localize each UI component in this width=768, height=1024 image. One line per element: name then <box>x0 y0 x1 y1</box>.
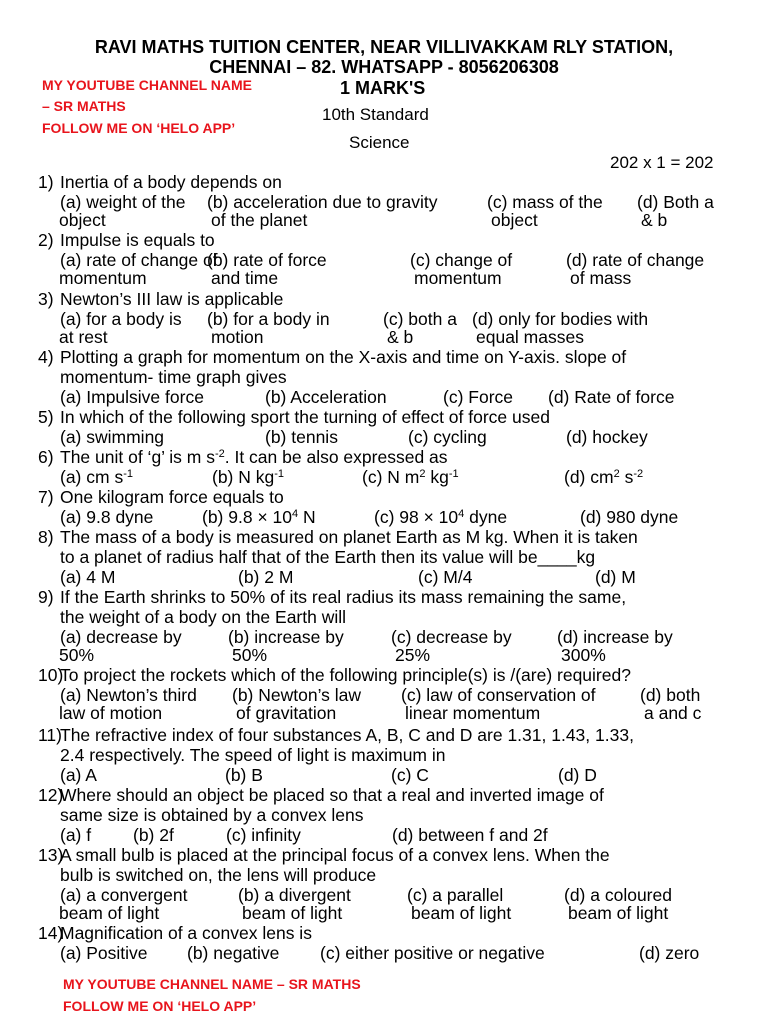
option-c: (c) either positive or negative <box>320 943 545 963</box>
option-c-line-2: & b <box>387 327 414 347</box>
promo-youtube-line-2: – SR MATHS <box>42 98 126 114</box>
option-b: (b) negative <box>187 943 280 963</box>
option-b: (b) $9.8 \times 10^4$ N <box>202 507 316 527</box>
option-d: (d) D <box>558 765 597 785</box>
option-a: (a) f <box>60 825 92 845</box>
promo-helo-line: FOLLOW ME ON ‘HELO APP’ <box>42 120 236 136</box>
question-text-line-2: bulb is switched on, the lens will produce <box>60 865 377 885</box>
option-c: (c) N $m^2$ $kg^{-1}$ <box>362 467 459 487</box>
question-text: If the Earth shrinks to 50% of its real radius its mass remaining the same, <box>60 587 627 607</box>
question-text: A small bulb is placed at the principal focus of a convex lens. When the <box>60 845 610 865</box>
option-b: (b) for a body in <box>207 309 330 329</box>
option-c-line-2: momentum <box>414 268 502 288</box>
option-c-line-2: object <box>491 210 538 230</box>
standard-label: 10th Standard <box>322 105 429 124</box>
question-number: 11) <box>38 725 62 745</box>
option-d-line-2: equal masses <box>476 327 584 347</box>
option-d: (d) a coloured <box>564 885 672 905</box>
question-number: 12) <box>38 785 64 805</box>
question-text: Where should an object be placed so that a real and inverted image of <box>60 785 604 805</box>
option-a: (a) a convergent <box>60 885 188 905</box>
option-a-line-2: object <box>59 210 106 230</box>
option-b: (b) acceleration due to gravity <box>207 192 438 212</box>
promo-bottom-youtube: MY YOUTUBE CHANNEL NAME – SR MATHS <box>63 976 361 992</box>
option-a: (a) rate of change of <box>60 250 218 270</box>
page-title: 1 MARK'S <box>340 78 426 98</box>
option-d-line-2: beam of light <box>568 903 669 923</box>
option-a: (a) Newton’s third <box>60 685 197 705</box>
question-number: 4) <box>38 347 54 367</box>
option-b: (b) Acceleration <box>265 387 387 407</box>
option-b: (b) a divergent <box>238 885 351 905</box>
option-b: (b) rate of force <box>207 250 327 270</box>
option-a-line-2: at rest <box>59 327 108 347</box>
question-text: Plotting a graph for momentum on the X-axis and time on Y-axis. slope of <box>60 347 627 367</box>
question-text-line-2: same size is obtained by a convex lens <box>60 805 364 825</box>
option-d: (d) between f and 2f <box>392 825 548 845</box>
question-number: 10) <box>38 665 64 685</box>
option-c: (c) both a <box>383 309 457 329</box>
question-text: Inertia of a body depends on <box>60 172 282 192</box>
question-number: 7) <box>38 487 54 507</box>
option-a: (a) 4 M <box>60 567 116 587</box>
question-number: 3) <box>38 289 54 309</box>
question-text-line-2: to a planet of radius half that of the Earth then its value will be____kg <box>60 547 596 567</box>
header-line-1: RAVI MATHS TUITION CENTER, NEAR VILLIVAKKAM RLY STATION, <box>94 37 674 57</box>
question-text-line-2: the weight of a body on the Earth will <box>60 607 347 627</box>
option-b-line-2: motion <box>211 327 264 347</box>
option-d-line-2: & b <box>641 210 668 230</box>
option-d: (d) M <box>595 567 636 587</box>
question-text-line-2: momentum- time graph gives <box>60 367 287 387</box>
option-a: (a) for a body is <box>60 309 182 329</box>
question-text-line-2: 2.4 respectively. The speed of light is maximum in <box>60 745 446 765</box>
subject-label: Science <box>349 133 410 152</box>
option-c: (c) mass of the <box>487 192 603 212</box>
question-number: 2) <box>38 230 54 250</box>
option-a-line-2: momentum <box>59 268 147 288</box>
question-text: Newton’s III law is applicable <box>60 289 284 309</box>
option-c: (c) decrease by <box>391 627 512 647</box>
option-c: (c) $98 \times 10^4$ dyne <box>374 507 508 527</box>
question-number: 9) <box>38 587 54 607</box>
option-b: (b) 2 M <box>238 567 294 587</box>
question-text: The unit of ‘g’ is m $s^{-2}$. It can be also expressed as <box>60 447 448 467</box>
question-number: 6) <box>38 447 54 467</box>
option-d-line-2: 300% <box>561 645 606 665</box>
question-number: 5) <box>38 407 54 427</box>
total-marks: 202 x 1 = 202 <box>610 153 714 172</box>
option-d: (d) hockey <box>566 427 648 447</box>
option-b: (b) tennis <box>265 427 338 447</box>
option-b-line-2: 50% <box>232 645 268 665</box>
option-a: (a) weight of the <box>60 192 186 212</box>
option-c: (c) change of <box>410 250 513 270</box>
option-a-line-2: beam of light <box>59 903 160 923</box>
option-b: (b) Newton’s law <box>232 685 362 705</box>
question-text: Impulse is equals to <box>60 230 215 250</box>
question-text: One kilogram force equals to <box>60 487 284 507</box>
option-d: (d) only for bodies with <box>472 309 649 329</box>
question-number: 8) <box>38 527 54 547</box>
option-d: (d) Both a <box>637 192 714 212</box>
option-a: (a) cm $s^{-1}$ <box>60 467 133 487</box>
option-c: (c) law of conservation of <box>401 685 596 705</box>
promo-bottom-helo: FOLLOW ME ON ‘HELO APP’ <box>63 998 257 1014</box>
option-a: (a) Positive <box>60 943 148 963</box>
question-text: The mass of a body is measured on planet Earth as M kg. When it is taken <box>60 527 638 547</box>
option-a: (a) A <box>60 765 97 785</box>
promo-youtube-line-1: MY YOUTUBE CHANNEL NAME <box>42 77 253 93</box>
option-d: (d) $cm^2$ $s^{-2}$ <box>564 467 644 487</box>
header-line-2: CHENNAI – 82. WHATSAPP - 8056206308 <box>209 57 559 77</box>
option-d: (d) increase by <box>557 627 673 647</box>
option-d-line-2: of mass <box>570 268 632 288</box>
option-c-line-2: 25% <box>395 645 431 665</box>
option-b-line-2: beam of light <box>242 903 343 923</box>
question-text: In which of the following sport the turning of effect of force used <box>60 407 550 427</box>
option-a-line-2: law of motion <box>59 703 163 723</box>
question-number: 1) <box>38 172 54 192</box>
option-a: (a) decrease by <box>60 627 182 647</box>
option-d: (d) both <box>640 685 701 705</box>
option-c: (c) Force <box>443 387 513 407</box>
question-text: Magnification of a convex lens is <box>60 923 312 943</box>
option-d: (d) Rate of force <box>548 387 675 407</box>
option-c-line-2: beam of light <box>411 903 512 923</box>
option-c: (c) cycling <box>408 427 487 447</box>
option-b: (b) 2f <box>133 825 174 845</box>
option-a: (a) 9.8 dyne <box>60 507 154 527</box>
option-b: (b) B <box>225 765 263 785</box>
question-text: To project the rockets which of the following principle(s) is /(are) required? <box>60 665 631 685</box>
option-b: (b) increase by <box>228 627 344 647</box>
option-c: (c) C <box>391 765 429 785</box>
option-b-line-2: and time <box>211 268 279 288</box>
option-a: (a) Impulsive force <box>60 387 204 407</box>
question-number: 14) <box>38 923 64 943</box>
option-d: (d) zero <box>639 943 700 963</box>
option-d: (d) rate of change <box>566 250 705 270</box>
option-d: (d) 980 dyne <box>580 507 679 527</box>
option-b-line-2: of the planet <box>211 210 308 230</box>
option-a-line-2: 50% <box>59 645 95 665</box>
option-c: (c) M/4 <box>418 567 473 587</box>
option-c-line-2: linear momentum <box>405 703 541 723</box>
option-c: (c) a parallel <box>407 885 504 905</box>
option-a: (a) swimming <box>60 427 165 447</box>
option-c: (c) infinity <box>226 825 301 845</box>
question-number: 13) <box>38 845 64 865</box>
option-b-line-2: of gravitation <box>236 703 337 723</box>
option-b: (b) N $kg^{-1}$ <box>212 467 285 487</box>
question-text: The refractive index of four substances A, B, C and D are 1.31, 1.43, 1.33, <box>60 725 634 745</box>
option-d-line-2: a and c <box>644 703 702 723</box>
